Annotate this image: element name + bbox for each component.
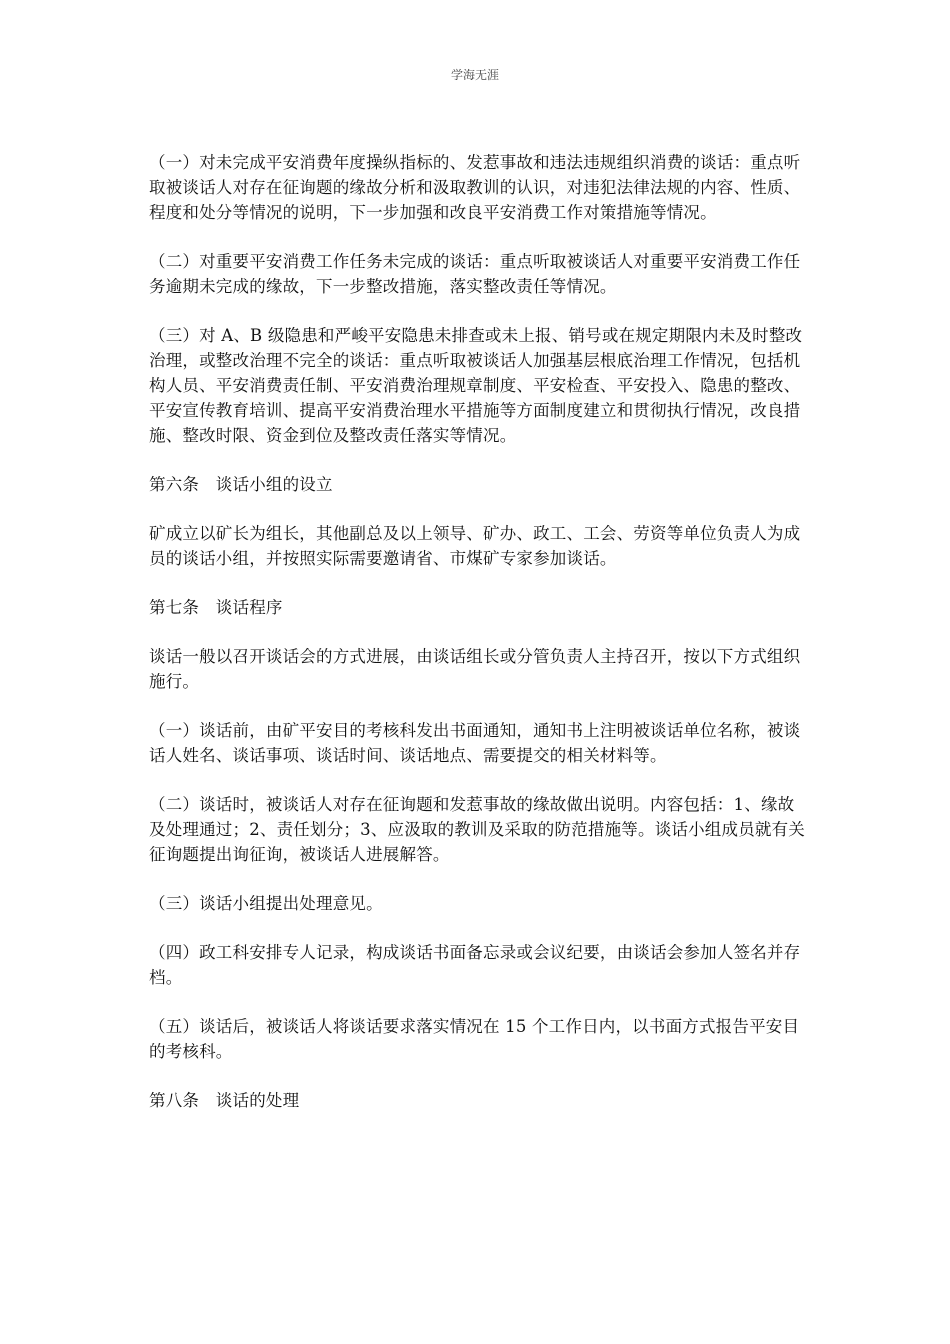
page-header: 学海无涯 [450, 68, 499, 82]
paragraph-2: （二）对重要平安消费工作任务未完成的谈话：重点听取被谈话人对重要平安消费工作任务逾期未完成的缘故，下一步整改措施，落实整改责任等情况。 [149, 252, 801, 296]
paragraph-10: （三）谈话小组提出处理意见。 [149, 894, 383, 913]
article-8-heading: 第八条 谈话的处理 [149, 1091, 300, 1110]
article-7-heading: 第七条 谈话程序 [149, 598, 283, 617]
paragraph-12: （五）谈话后，被谈话人将谈话要求落实情况在 15 个工作日内，以书面方式报告平安目的考核科。 [149, 1017, 800, 1061]
paragraph-7: 谈话一般以召开谈话会的方式进展，由谈话组长或分管负责人主持召开，按以下方式组织施行。 [149, 647, 801, 691]
paragraph-8: （一）谈话前，由矿平安目的考核科发出书面通知，通知书上注明被谈话单位名称，被谈话人姓名、谈话事项、谈话时间、谈话地点、需要提交的相关材料等。 [149, 721, 801, 765]
paragraph-1: （一）对未完成平安消费年度操纵指标的、发惹事故和违法违规组织消费的谈话：重点听取被谈话人对存在征询题的缘故分析和汲取教训的认识，对违犯法律法规的内容、性质、程度和处分等情况的说明，下一步加强和改良平安消费工作对策措施等情况。 [149, 153, 801, 222]
document-body [149, 150, 809, 1137]
paragraph-5: 矿成立以矿长为组长，其他副总及以上领导、矿办、政工、工会、劳资等单位负责人为成员的谈话小组，并按照实际需要邀请省、市煤矿专家参加谈话。 [149, 524, 801, 568]
paragraph-3: （三）对 A、B 级隐患和严峻平安隐患未排查或未上报、销号或在规定期限内未及时整改治理，或整改治理不完全的谈话：重点听取被谈话人加强基层根底治理工作情况，包括机构人员、平安消费责任制、平安消费治理规章制度、平安检查、平安投入、隐患的整改、平安宣传教育培训、提高平安消费治理水平措施等方面制度建立和贯彻执行情况，改良措施、整改时限、资金到位及整改责任落实等情况。 [149, 326, 803, 445]
article-6-heading: 第六条 谈话小组的设立 [149, 475, 333, 494]
paragraph-9: （二）谈话时，被谈话人对存在征询题和发惹事故的缘故做出说明。内容包括：1、缘故及处理通过；2、责任划分；3、应汲取的教训及采取的防范措施等。谈话小组成员就有关征询题提出询征询，被谈话人进展解答。 [149, 795, 805, 864]
paragraph-11: （四）政工科安排专人记录，构成谈话书面备忘录或会议纪要，由谈话会参加人签名并存档。 [149, 943, 801, 987]
